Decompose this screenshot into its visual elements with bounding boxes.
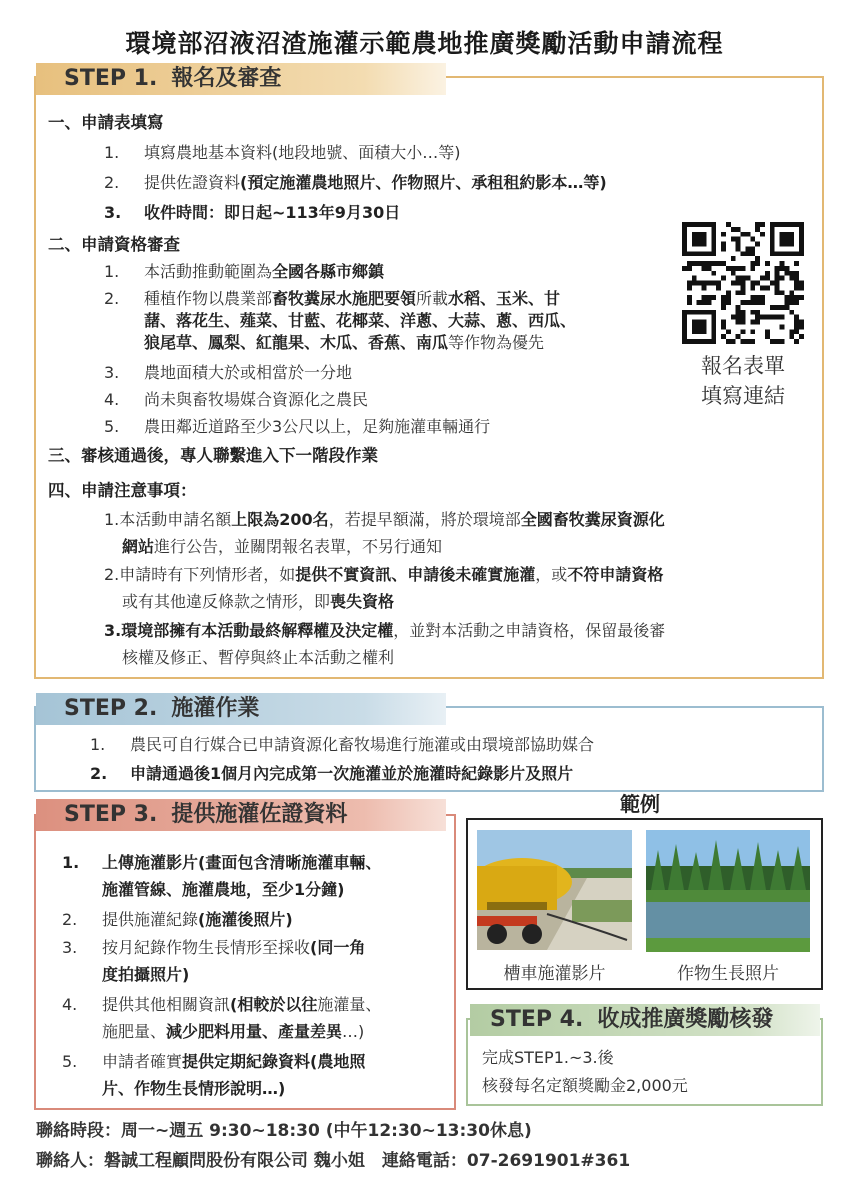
list-item-continuation: 施灌管線、施灌農地，至少1分鐘) bbox=[102, 880, 345, 899]
section1-heading: 一、申請表填寫 bbox=[48, 113, 164, 132]
page-title: 環境部沼液沼渣施灌示範農地推廣獎勵活動申請流程 bbox=[125, 29, 724, 58]
list-item: 2. 提供佐證資料(預定施灌農地照片、作物照片、承租租約影本…等) bbox=[104, 173, 607, 192]
list-item-continuation: 施肥量、減少肥料用量、產量差異…) bbox=[102, 1022, 365, 1041]
list-item: 1. 上傳施灌影片(畫面包含清晰施灌車輛、 bbox=[62, 853, 382, 872]
list-item: 3. 農地面積大於或相當於一分地 bbox=[104, 363, 353, 382]
list-item: 5. 農田鄰近道路至少3公尺以上，足夠施灌車輛通行 bbox=[104, 417, 491, 436]
notice-item-continuation: 核權及修正、暫停與終止本活動之權利 bbox=[122, 648, 395, 667]
example-heading: 範例 bbox=[620, 792, 660, 816]
list-item-continuation: 狼尾草、鳳梨、紅龍果、木瓜、香蕉、南瓜等作物為優先 bbox=[144, 333, 545, 352]
list-item: 5. 申請者確實提供定期紀錄資料(農地照 bbox=[62, 1052, 366, 1071]
crop-photo bbox=[646, 830, 810, 952]
contact-hours: 聯絡時段：周一~週五 9:30~18:30 (中午12:30~13:30休息) bbox=[36, 1121, 532, 1141]
step1-number: STEP 1. bbox=[64, 66, 158, 91]
list-item-continuation: 藷、落花生、薤菜、甘藍、花椰菜、洋蔥、大蒜、蔥、西瓜、 bbox=[144, 311, 577, 330]
tanker-caption: 槽車施灌影片 bbox=[503, 964, 606, 984]
notice-item: 1.本活動申請名額上限為200名，若提早額滿，將於環境部全國畜牧糞尿資源化 bbox=[104, 510, 665, 529]
crop-caption: 作物生長照片 bbox=[677, 964, 779, 984]
list-item-continuation: 片、作物生長情形說明…) bbox=[102, 1079, 286, 1098]
qr-caption: 報名表單 填寫連結 bbox=[701, 354, 785, 408]
step4-header: STEP 4. 收成推廣獎勵核發 bbox=[470, 1004, 820, 1036]
step2-header: STEP 2. 施灌作業 bbox=[36, 693, 446, 725]
list-item: 2. 申請通過後1個月內完成第一次施灌並於施灌時紀錄影片及照片 bbox=[90, 764, 574, 783]
qr-code-icon[interactable] bbox=[682, 222, 804, 344]
step1-title: 報名及審查 bbox=[171, 66, 282, 91]
list-item: 2. 提供施灌紀錄(施灌後照片) bbox=[62, 910, 293, 929]
list-item: 1. 填寫農地基本資料(地段地號、面積大小…等) bbox=[104, 143, 461, 162]
notice-item: 2.申請時有下列情形者，如提供不實資訊、申請後未確實施灌，或不符申請資格 bbox=[104, 565, 664, 584]
notice-item: 3.環境部擁有本活動最終解釋權及決定權，並對本活動之申請資格，保留最後審 bbox=[104, 621, 666, 640]
list-item-continuation: 度拍攝照片) bbox=[102, 965, 190, 984]
step4-line1: 完成STEP1.~3.後 bbox=[482, 1048, 614, 1067]
list-item: 3. 收件時間：即日起~113年9月30日 bbox=[104, 203, 401, 222]
notice-item-continuation: 網站進行公告，並關閉報名表單，不另行通知 bbox=[122, 537, 443, 556]
step3-header: STEP 3. 提供施灌佐證資料 bbox=[36, 799, 446, 831]
list-item: 3. 按月紀錄作物生長情形至採收(同一角 bbox=[62, 938, 366, 957]
list-item: 4. 尚未與畜牧場媒合資源化之農民 bbox=[104, 390, 369, 409]
notice-item-continuation: 或有其他違反條款之情形，即喪失資格 bbox=[122, 592, 395, 611]
section3-heading: 三、審核通過後，專人聯繫進入下一階段作業 bbox=[48, 446, 378, 465]
tanker-photo bbox=[477, 830, 632, 950]
list-item: 2. 種植作物以農業部畜牧糞尿水施肥要領所載水稻、玉米、甘 bbox=[104, 289, 561, 308]
list-item: 4. 提供其他相關資訊(相較於以往施灌量、 bbox=[62, 995, 382, 1014]
section2-heading: 二、申請資格審查 bbox=[48, 235, 180, 254]
step4-line2: 核發每名定額獎勵金2,000元 bbox=[482, 1076, 688, 1095]
contact-person: 聯絡人：磐誠工程顧問股份有限公司 魏小姐 連絡電話：07-2691901#361 bbox=[36, 1151, 631, 1171]
step1-header bbox=[36, 63, 446, 95]
section4-heading: 四、申請注意事項： bbox=[48, 481, 197, 500]
list-item: 1. 農民可自行媒合已申請資源化畜牧場進行施灌或由環境部協助媒合 bbox=[90, 735, 595, 754]
list-item: 1. 本活動推動範圍為全國各縣市鄉鎮 bbox=[104, 262, 385, 281]
